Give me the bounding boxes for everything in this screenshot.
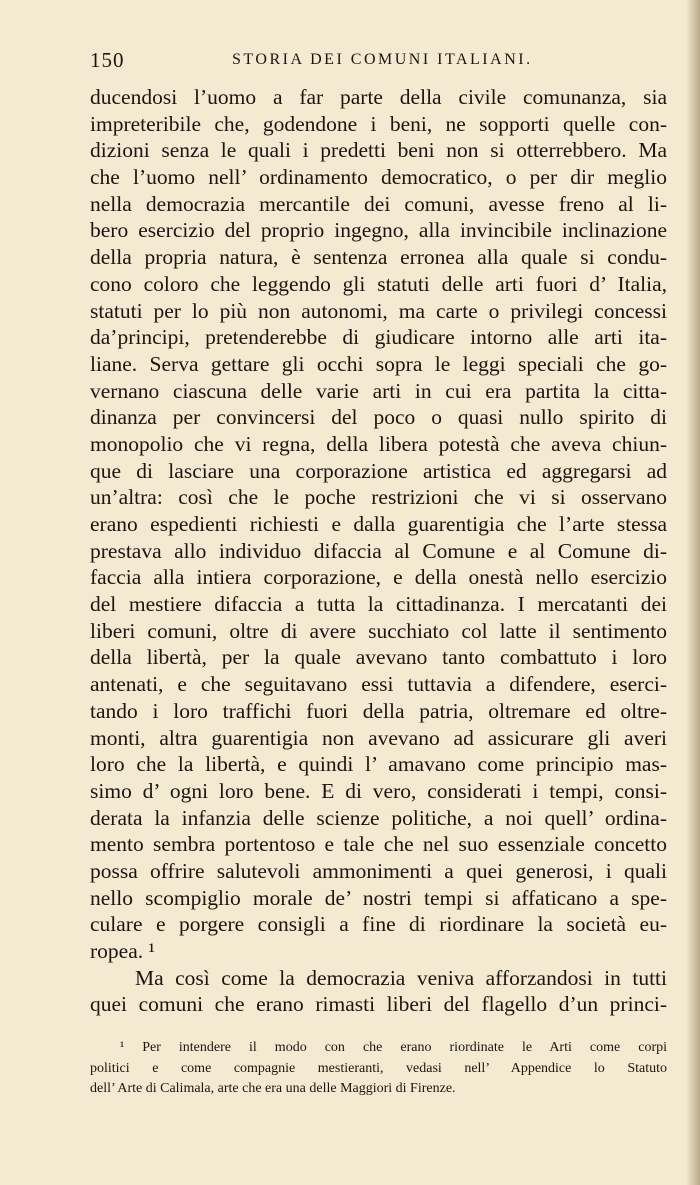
- text-line: nello scompiglio morale de’ nostri tempi si affaticano a spe-: [90, 885, 667, 910]
- text-line: cono coloro che leggendo gli statuti delle arti fuori d’ Italia,: [90, 271, 667, 296]
- text-line: Ma così come la democrazia veniva afforzandosi in tutti: [135, 965, 667, 990]
- text-line: dizioni senza le quali i predetti beni non si otterrebbero. Ma: [90, 138, 667, 163]
- text-line: mento sembra portentoso e tale che nel suo essenziale concetto: [90, 832, 667, 857]
- text-line: quei comuni che erano rimasti liberi del flagello d’un princi-: [90, 992, 667, 1017]
- text-line: bero esercizio del proprio ingegno, alla invincibile inclinazione: [90, 218, 667, 243]
- text-line: liberi comuni, oltre di avere succhiato col latte il sentimento: [90, 618, 667, 643]
- text-line: prestava allo individuo difaccia al Comune e al Comune di-: [90, 538, 667, 563]
- text-line: impreteribile che, godendone i beni, ne sopporti quelle con-: [90, 111, 667, 136]
- footnote-line: dell’ Arte di Calimala, arte che era una delle Maggiori di Firenze.: [90, 1081, 456, 1096]
- text-line: monopolio che vi regna, della libera potestà che aveva chiun-: [90, 431, 667, 456]
- text-line: statuti per lo più non autonomi, ma carte o privilegi concessi: [90, 298, 667, 323]
- text-line: tando i loro traffichi fuori della patria, oltremare ed oltre-: [90, 698, 667, 723]
- text-line: antenati, e che seguitavano essi tuttavia a difendere, eserci-: [90, 672, 667, 697]
- page-header: [90, 48, 670, 74]
- running-title: STORIA DEI COMUNI ITALIANI.: [232, 51, 533, 68]
- text-line: che l’uomo nell’ ordinamento democratico, o per dir meglio: [90, 165, 667, 190]
- page-edge-shadow: [686, 0, 700, 1185]
- text-line: della libertà, per la quale avevano tanto combattuto i loro: [90, 645, 667, 670]
- text-line: da’principi, pretenderebbe di giudicare intorno alle arti ita-: [90, 325, 667, 350]
- text-line: vernano ciascuna delle varie arti in cui era partita la citta-: [90, 378, 667, 403]
- footnote: [90, 1038, 667, 1100]
- footnote-line: politici e come compagnie mestieranti, vedasi nell’ Appendice lo Statuto: [90, 1060, 667, 1076]
- text-line: loro che la libertà, e quindi l’ amavano come principio mas-: [90, 752, 667, 777]
- text-line: del mestiere difaccia a tutta la cittadinanza. I mercatanti dei: [90, 592, 667, 617]
- text-line: ropea. ¹: [90, 939, 155, 963]
- text-line: un’altra: così che le poche restrizioni che vi si osservano: [90, 485, 667, 510]
- text-line: simo d’ ogni loro bene. E di vero, considerati i tempi, consi-: [90, 778, 667, 803]
- text-line: dinanza per convincersi del poco o quasi nullo spirito di: [90, 405, 667, 430]
- main-text: [90, 84, 667, 1018]
- text-line: faccia alla intiera corporazione, e della onestà nello esercizio: [90, 565, 667, 590]
- text-line: nella democrazia mercantile dei comuni, avesse freno al li-: [90, 191, 667, 216]
- text-line: culare e porgere consigli a fine di riordinare la società eu-: [90, 912, 667, 937]
- footnote-line: ¹ Per intendere il modo con che erano riordinate le Arti come corpi: [120, 1040, 667, 1055]
- text-line: ducendosi l’uomo a far parte della civile comunanza, sia: [90, 85, 667, 109]
- text-line: liane. Serva gettare gli occhi sopra le leggi speciali che go-: [90, 351, 667, 376]
- page-number: 150: [90, 48, 125, 72]
- text-line: monti, altra guarentigia non avevano ad assicurare gli averi: [90, 725, 667, 750]
- text-line: erano espedienti richiesti e dalla guarentigia che l’arte stessa: [90, 512, 667, 536]
- text-line: derata la infanzia delle scienze politiche, a noi quell’ ordina-: [90, 805, 667, 830]
- text-line: que di lasciare una corporazione artistica ed aggregarsi ad: [90, 458, 667, 483]
- text-line: della propria natura, è sentenza erronea alla quale si condu-: [90, 245, 667, 270]
- text-line: possa offrire salutevoli ammonimenti a quei generosi, i quali: [90, 858, 667, 883]
